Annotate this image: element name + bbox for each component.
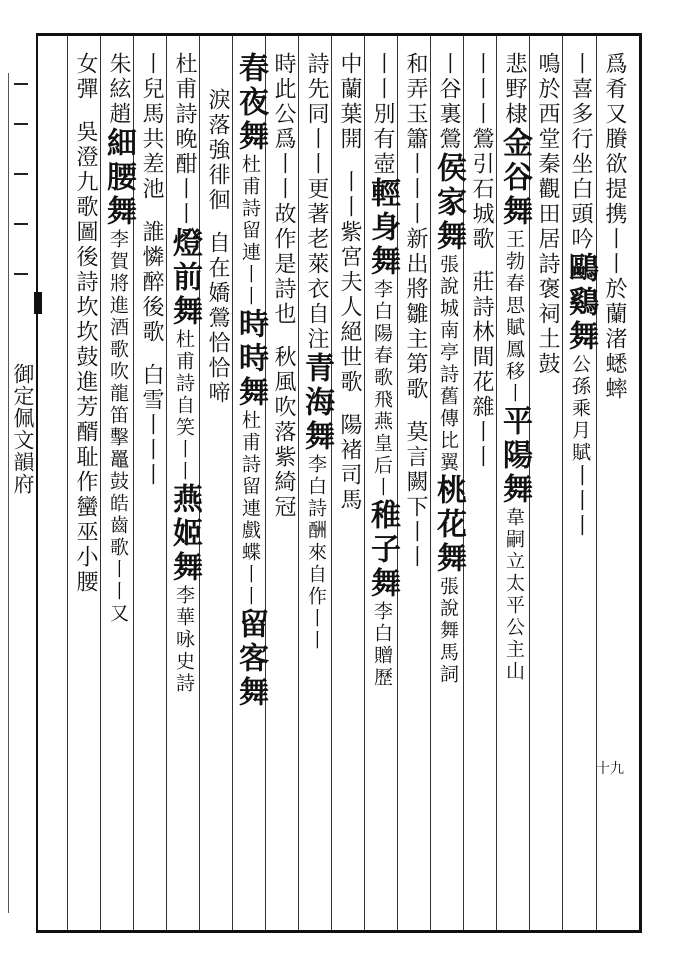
frame-right-border xyxy=(639,33,642,933)
text-column xyxy=(498,52,531,927)
column-rule xyxy=(67,36,68,930)
entry-source-note: 王勃春思賦鳳移丨 xyxy=(503,229,525,405)
entry-text: 丨谷裏鶯 xyxy=(436,52,461,152)
text-column xyxy=(102,52,135,927)
entry-text: 和弄玉簫丨丨丨新出將雛主第歌 xyxy=(403,52,428,402)
frame-top-border xyxy=(36,33,642,36)
entry-source-note: 李白詩酬來自作丨丨 xyxy=(305,454,327,652)
entry-text: 丨喜多行坐白頭吟 xyxy=(568,52,593,252)
entry-text: 朱絃趙 xyxy=(106,52,131,127)
entry-source-note: 張說舞馬詞 xyxy=(437,576,459,686)
frame-bottom-border xyxy=(36,930,642,933)
entry-text: 中蘭葉開 xyxy=(337,52,362,152)
entry-text: 陽褚司馬 xyxy=(337,413,362,513)
entry-text: 丨丨紫宮夫人絕世歌 xyxy=(337,170,362,395)
text-column xyxy=(366,52,399,927)
entry-text: 白雪丨丨丨 xyxy=(139,363,164,488)
entry-source-note: 杜甫詩自笑丨丨 xyxy=(173,329,195,483)
entry-headword: 稚子舞 xyxy=(365,499,400,601)
entry-headword: 侯家舞 xyxy=(431,152,466,254)
frame-left-border xyxy=(36,33,38,933)
entry-text: 丨丨別有壺 xyxy=(370,52,395,177)
entry-text: 秋風吹落紫綺冠 xyxy=(271,345,296,520)
text-column xyxy=(168,52,201,927)
entry-text: 自在嬌鶯恰恰啼 xyxy=(205,231,230,406)
entry-source-note: 張說城南亭詩舊傳比翼 xyxy=(437,254,459,474)
entry-headword: 時時舞 xyxy=(233,308,268,410)
entry-source-note: 李賀將進酒歌吹龍笛擊鼉鼓皓齒歌丨丨又 xyxy=(107,229,129,625)
entry-source-note: 李華咏史詩 xyxy=(173,585,195,695)
entry-headword: 青海舞 xyxy=(299,352,334,454)
gutter-tick xyxy=(14,83,28,85)
page-number: 十九 xyxy=(596,761,624,777)
entry-text: 吳澄九歌圖後詩坎坎鼓進芳醑耻作蠻巫小腰 xyxy=(73,120,98,595)
entry-source-note: 杜甫詩留連丨丨 xyxy=(239,154,261,308)
entry-headword: 細腰舞 xyxy=(101,127,136,229)
text-column xyxy=(531,52,564,927)
entry-text: 詩先同丨丨更著老萊衣自注 xyxy=(304,52,329,352)
page-gutter xyxy=(0,33,36,933)
entry-headword: 留客舞 xyxy=(233,608,268,710)
entry-text: 丨兒馬共差池 xyxy=(139,52,164,202)
text-column xyxy=(598,52,631,927)
entry-text: 杜甫詩晚酣丨丨 xyxy=(172,52,197,227)
text-column xyxy=(399,52,432,927)
entry-text: 女彈 xyxy=(73,52,98,102)
entry-text: 丨丨丨鶯引石城歌 xyxy=(469,52,494,252)
entry-text: 丨丨丨 xyxy=(568,464,593,539)
text-column xyxy=(333,52,366,927)
entry-text: 莊詩林間花雜丨丨 xyxy=(469,270,494,470)
entry-text: 淚落強徘徊 xyxy=(205,88,230,213)
entry-headword: 金谷舞 xyxy=(497,127,532,229)
entry-text: 爲肴又賸欲提携丨丨於蘭渚蟋蟀 xyxy=(602,52,627,402)
entry-text: 悲野棣 xyxy=(502,52,527,127)
text-column xyxy=(267,52,300,927)
text-column xyxy=(234,52,267,927)
entry-source-note: 杜甫詩留連戲蝶丨丨 xyxy=(239,410,261,608)
gutter-tick xyxy=(14,123,28,125)
entry-headword: 桃花舞 xyxy=(431,474,466,576)
text-column xyxy=(135,52,168,927)
gutter-rule xyxy=(8,73,9,913)
gutter-tick xyxy=(14,273,28,275)
entry-source-note: 李白贈歷 xyxy=(371,601,393,689)
entry-text: 莫言闕下丨丨 xyxy=(403,420,428,570)
entry-text: 時此公爲丨丨故作是詩也 xyxy=(271,52,296,327)
entry-headword: 鷗鷄舞 xyxy=(563,252,598,354)
text-column xyxy=(300,52,333,927)
fish-tail-mark xyxy=(34,292,42,314)
entry-headword: 燕姬舞 xyxy=(167,483,202,585)
entry-source-note: 韋嗣立太平公主山 xyxy=(503,507,525,683)
entry-headword: 燈前舞 xyxy=(167,227,202,329)
entry-headword: 平陽舞 xyxy=(497,405,532,507)
entry-headword: 春夜舞 xyxy=(233,52,268,154)
gutter-tick xyxy=(14,223,28,225)
text-column xyxy=(69,52,102,927)
gutter-tick xyxy=(14,173,28,175)
text-column xyxy=(432,52,465,927)
entry-source-note: 李白陽春歌飛燕皇后丨 xyxy=(371,279,393,499)
entry-text: 誰憐醉後歌 xyxy=(139,220,164,345)
entry-source-note: 公孫乘月賦 xyxy=(569,354,591,464)
book-title: 御定佩文韻府 xyxy=(11,363,35,495)
entry-headword: 輕身舞 xyxy=(365,177,400,279)
text-column xyxy=(201,52,234,927)
entry-text: 鳴於西堂秦觀田居詩褒祠土鼓 xyxy=(535,52,560,377)
text-column xyxy=(465,52,498,927)
text-column xyxy=(564,52,597,927)
